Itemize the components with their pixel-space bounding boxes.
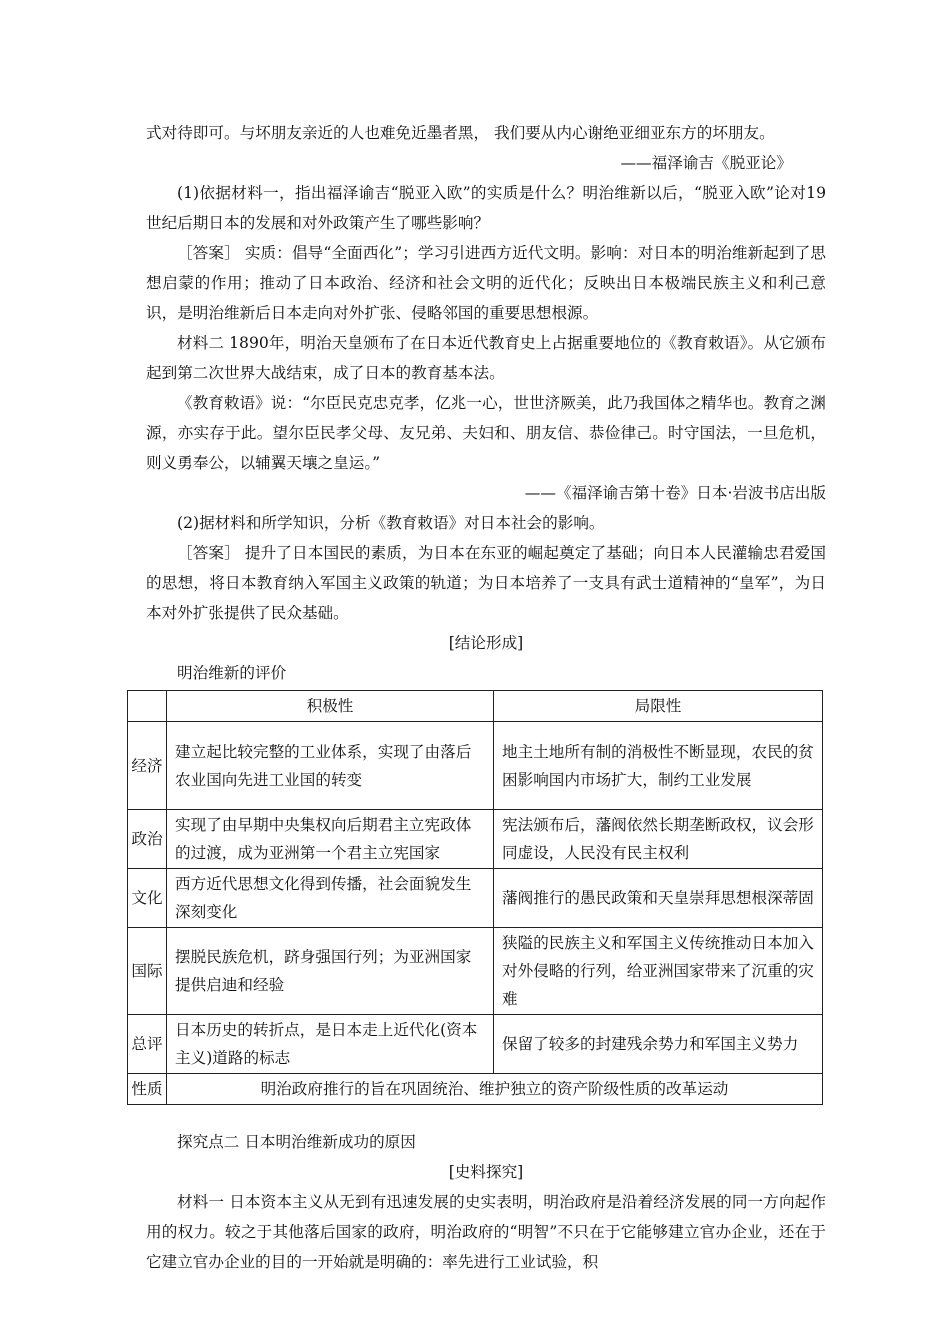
- answer-2: ［答案］ 提升了日本国民的素质，为日本在东亚的崛起奠定了基础；向日本人民灌输忠君爱国的思想，将日本教育纳入军国主义政策的轨道；为日本培养了一支具有武士道精神的“皇军”，为日本对外扩张提供了民众基础。: [146, 544, 826, 622]
- row-label: 文化: [128, 869, 167, 928]
- table-header-cell: 局限性: [494, 691, 823, 722]
- material2-source: ——《福泽谕吉第十卷》日本·岩波书店出版: [524, 484, 826, 502]
- table-header-cell: [128, 691, 167, 722]
- row-label: 性质: [128, 1074, 167, 1105]
- material-2-quote: 《教育敕语》说：“尔臣民克忠克孝，亿兆一心，世世济厥美，此乃我国体之精华也。教育之渊源，亦实存于此。望尔臣民孝父母、友兄弟、夫妇和、朋友信、恭俭律己。时守国法，一旦危机，则义勇奉公，以辅翼天壤之皇运。”: [146, 394, 826, 472]
- row-label: 政治: [128, 810, 167, 869]
- material1-source: ——福泽谕吉《脱亚论》: [620, 154, 792, 172]
- row-label: 总评: [128, 1015, 167, 1074]
- table-row: [128, 869, 823, 928]
- evaluation-table: [127, 690, 823, 1105]
- table-row: [128, 1015, 823, 1074]
- answer-1: ［答案］ 实质：倡导“全面西化”；学习引进西方近代文明。影响：对日本的明治维新起到了思想启蒙的作用；推动了日本政治、经济和社会文明的近代化；反映出日本极端民族主义和利己意识，是明治维新后日本走向对外扩张、侵略邻国的重要思想根源。: [146, 244, 826, 322]
- table-row: [128, 810, 823, 869]
- limitation-cell: 地主土地所有制的消极性不断显现，农民的贫困影响国内市场扩大，制约工业发展: [494, 722, 823, 810]
- nature-cell: 明治政府推行的旨在巩固统治、维护独立的资产阶级性质的改革运动: [167, 1074, 823, 1105]
- limitation-cell: 保留了较多的封建残余势力和军国主义势力: [494, 1015, 823, 1074]
- material-2: 材料二 1890年，明治天皇颁布了在日本近代教育史上占据重要地位的《教育敕语》。从它颁布起到第二次世界大战结束，成了日本的教育基本法。: [146, 334, 826, 382]
- question-2: (2)据材料和所学知识，分析《教育敕语》对日本社会的影响。: [177, 514, 605, 532]
- positive-cell: 摆脱民族危机，跻身强国行列；为亚洲国家提供启迪和经验: [167, 928, 494, 1015]
- question-1: (1)依据材料一，指出福泽谕吉“脱亚入欧”的实质是什么？明治维新以后，“脱亚入欧”论对19世纪后期日本的发展和对外政策产生了哪些影响？: [146, 184, 826, 232]
- positive-cell: 西方近代思想文化得到传播，社会面貌发生深刻变化: [167, 869, 494, 928]
- positive-cell: 实现了由早期中央集权向后期君主立宪政体的过渡，成为亚洲第一个君主立宪国家: [167, 810, 494, 869]
- table-row: [128, 722, 823, 810]
- conclusion-heading: [结论形成]: [448, 634, 524, 652]
- material1-tail: 式对待即可。与坏朋友亲近的人也难免近墨者黑， 我们要从内心谢绝亚细亚东方的坏朋友。: [146, 124, 775, 142]
- limitation-cell: 藩阀推行的愚民政策和天皇崇拜思想根深蒂固: [494, 869, 823, 928]
- document-page: [131, 118, 826, 1277]
- section-2-title: 探究点二 日本明治维新成功的原因: [177, 1133, 416, 1151]
- section-2-subheading: [史料探究]: [448, 1163, 524, 1181]
- table-row-nature: [128, 1074, 823, 1105]
- table-row: [128, 928, 823, 1015]
- positive-cell: 日本历史的转折点，是日本走上近代化(资本主义)道路的标志: [167, 1015, 494, 1074]
- positive-cell: 建立起比较完整的工业体系，实现了由落后农业国向先进工业国的转变: [167, 722, 494, 810]
- limitation-cell: 狭隘的民族主义和军国主义传统推动日本加入对外侵略的行列，给亚洲国家带来了沉重的灾难: [494, 928, 823, 1015]
- table-title: 明治维新的评价: [177, 664, 287, 682]
- row-label: 经济: [128, 722, 167, 810]
- limitation-cell: 宪法颁布后，藩阀依然长期垄断政权，议会形同虚设，人民没有民主权利: [494, 810, 823, 869]
- section-2-material-1: 材料一 日本资本主义从无到有迅速发展的史实表明，明治政府是沿着经济发展的同一方向起作用的权力。较之于其他落后国家的政府，明治政府的“明智”不只在于它能够建立官办企业，还在于它建立官办企业的目的一开始就是明确的：率先进行工业试验，积: [146, 1193, 826, 1271]
- table-header-cell: 积极性: [167, 691, 494, 722]
- row-label: 国际: [128, 928, 167, 1015]
- table-header-row: [128, 691, 823, 722]
